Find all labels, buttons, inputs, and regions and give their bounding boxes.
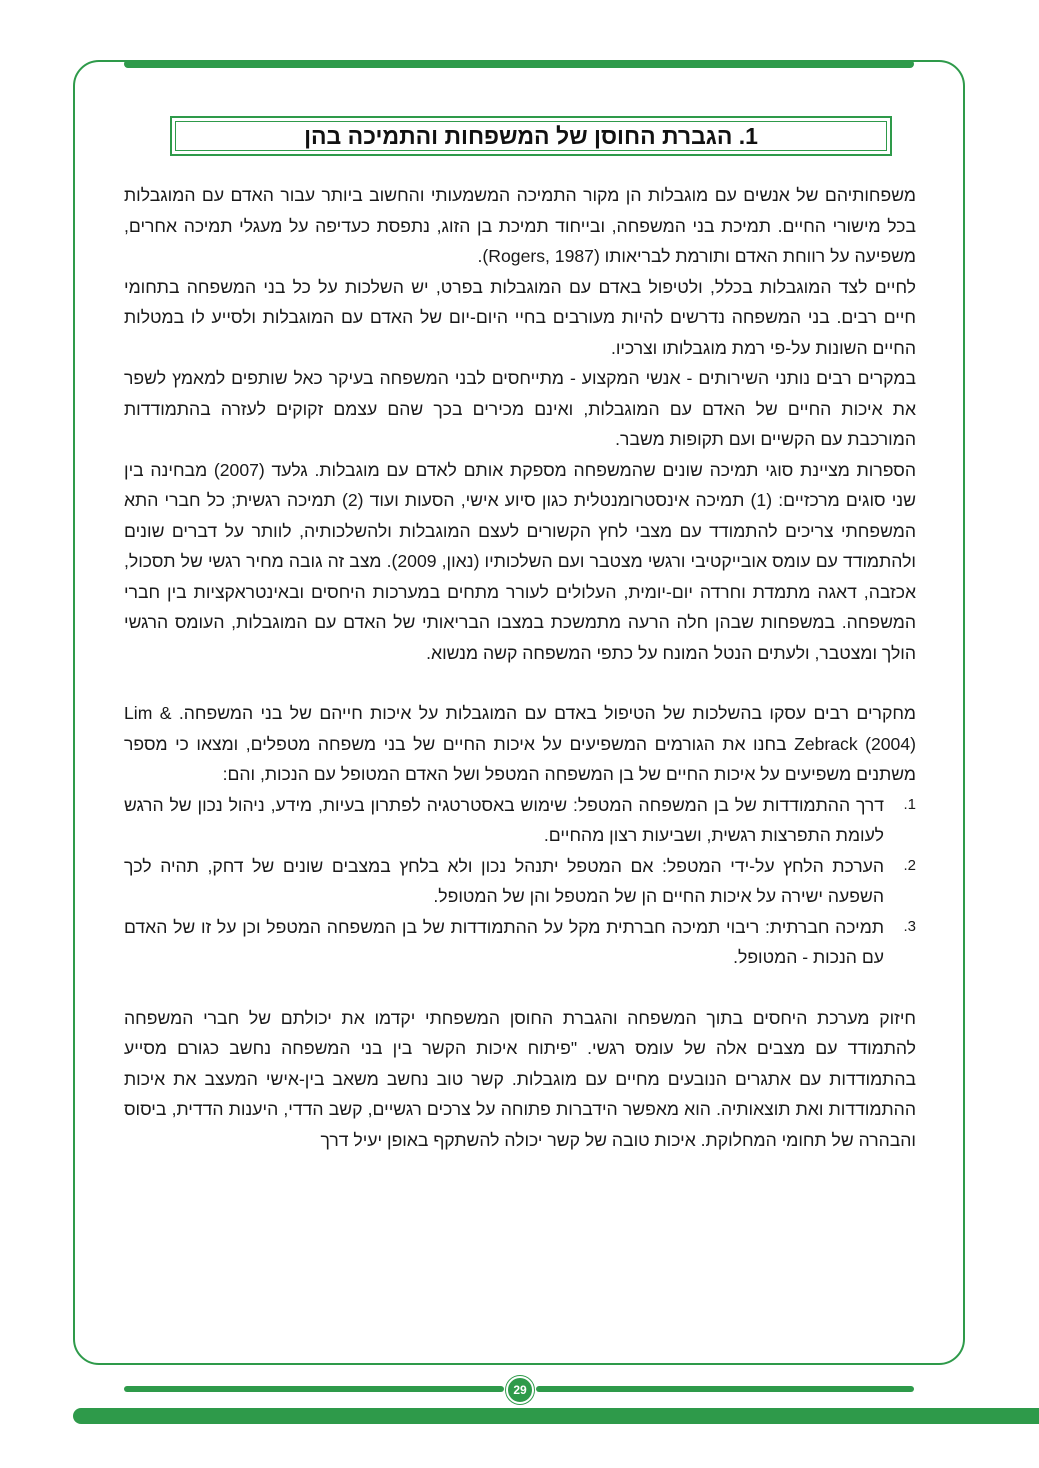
paragraph: הספרות מציינת סוגי תמיכה שונים שהמשפחה מספקת אותם לאדם עם מוגבלות. גלעד (2007) מבחינה בין שני סוגים מרכזיים: (1) תמיכה אינסטרומנטלית כגון סיוע אישי, הסעות ועוד (2) תמיכה רגשית; כל חברי התא המשפחתי צריכים להתמודד עם מצבי לחץ הקשורים לעצם המוגבלות ולהשלכותיה, לוותר על דברים שונים ולהתמודד עם עומס אובייקטיבי ורגשי מצטבר ועם השלכותיו (נאון, 2009). מצב זה גובה מחיר רגשי של תסכול, אכזבה, דאגה מתמדת וחרדה יום-יומית, העלולים לעורר מתחים במערכות היחסים ובאינטראקציות בין חברי המשפחה. במשפחות שבהן חלה הרעה מתמשכת במצבו הבריאותי של האדם עם המוגבלות, העומס הרגשי הולך ומצטבר, ולעתים הנטל המונח על כתפי המשפחה קשה מנשוא. bbox=[124, 459, 916, 663]
main-content bbox=[124, 180, 916, 1155]
footer-line-right bbox=[536, 1386, 914, 1392]
section-title-box bbox=[170, 116, 892, 156]
paragraph: משפחותיהם של אנשים עם מוגבלות הן מקור התמיכה המשמעותי והחשוב ביותר עבור האדם עם המוגבלות בכל מישורי החיים. תמיכת בני המשפחה, ובייחוד תמיכת בן הזוג, נתפסת כעדיפה על מעגלי תמיכה אחרים, משפיעה על רווחת האדם ותורמת לבריאותו (Rogers, 1987). bbox=[124, 185, 916, 266]
footer-line-left bbox=[124, 1386, 504, 1392]
list-number: 3. bbox=[903, 917, 916, 935]
paragraph: חיזוק מערכת היחסים בתוך המשפחה והגברת החוסן המשפחתי יקדמו את יכולתם של חברי המשפחה להתמודד עם מצבים אלה של עומס רגשי. "פיתוח איכות הקשר בין בני המשפחה נחשב כגורם מסייע בהתמודדות עם אתגרים הנובעים מחיים עם מוגבלות. קשר טוב נחשב משאב בין-אישי המעצב את איכות ההתמודדות ואת תוצאותיה. הוא מאפשר הידברות פתוחה על צרכים רגשיים, קשב הדדי, היענות הדדית, ביסוס והבהרה של תחומי המחלוקת. איכות טובה של קשר יכולה להשתקף באופן יעיל דרך bbox=[124, 1007, 916, 1150]
page-number-badge: 29 bbox=[506, 1376, 534, 1404]
section-title: 1. הגברת החוסן של המשפחות והתמיכה בהן bbox=[304, 122, 758, 149]
list-item bbox=[124, 851, 916, 912]
list-number: 1. bbox=[903, 795, 916, 813]
list-item-text: דרך ההתמודדות של בן המשפחה המטפל: שימוש באסטרטגיה לפתרון בעיות, מידע, ניהול נכון של הרגש לעומת התפרצות רגשית, ושביעות רצון מהחיים. bbox=[124, 794, 884, 845]
list-item bbox=[124, 790, 916, 851]
factors-list bbox=[124, 790, 916, 973]
top-decorative-bar bbox=[124, 60, 914, 68]
paragraph: לחיים לצד המוגבלות בכלל, ולטיפול באדם עם המוגבלות בפרט, יש השלכות על כל בני המשפחה בתחומי חיים רבים. בני המשפחה נדרשים להיות מעורבים בחיי היום-יום של האדם עם המוגבלות ולסייע לו במטלות החיים השונות על-פי רמת מוגבלותו וצרכיו. bbox=[124, 276, 916, 358]
paragraph: מחקרים רבים עסקו בהשלכות של הטיפול באדם עם המוגבלות על איכות חייהם של בני המשפחה. Lim & Zebrack (2004) בחנו את הגורמים המשפיעים על איכות החיים של בני משפחה מטפלים, ומצאו כי מספר משתנים משפיעים על איכות החיים של בן המשפחה המטפל ושל האדם המטופל עם הנכות, והם: bbox=[124, 703, 916, 784]
list-number: 2. bbox=[903, 856, 916, 874]
spacer bbox=[124, 668, 916, 698]
list-item-text: תמיכה חברתית: ריבוי תמיכה חברתית מקל על ההתמודדות של בן המשפחה המטפל וכן על זו של האדם עם הנכות - המטופל. bbox=[124, 916, 884, 967]
footer-band bbox=[73, 1408, 1039, 1424]
spacer bbox=[124, 973, 916, 1003]
section-title-inner bbox=[175, 121, 887, 151]
list-item-text: הערכת הלחץ על-ידי המטפל: אם המטפל יתנהל נכון ולא בלחץ במצבים שונים של דחק, תהיה לכך השפעה ישירה על איכות החיים הן של המטפל והן של המטופל. bbox=[124, 855, 884, 906]
paragraph: במקרים רבים נותני השירותים - אנשי המקצוע - מתייחסים לבני המשפחה בעיקר כאל שותפים למאמץ לשפר את איכות החיים של האדם עם המוגבלות, ואינם מכירים בכך שהם עצמם זקוקים לעזרה בהתמודדות המורכבת עם הקשיים ועם תקופות משבר. bbox=[124, 368, 916, 449]
list-item bbox=[124, 912, 916, 973]
